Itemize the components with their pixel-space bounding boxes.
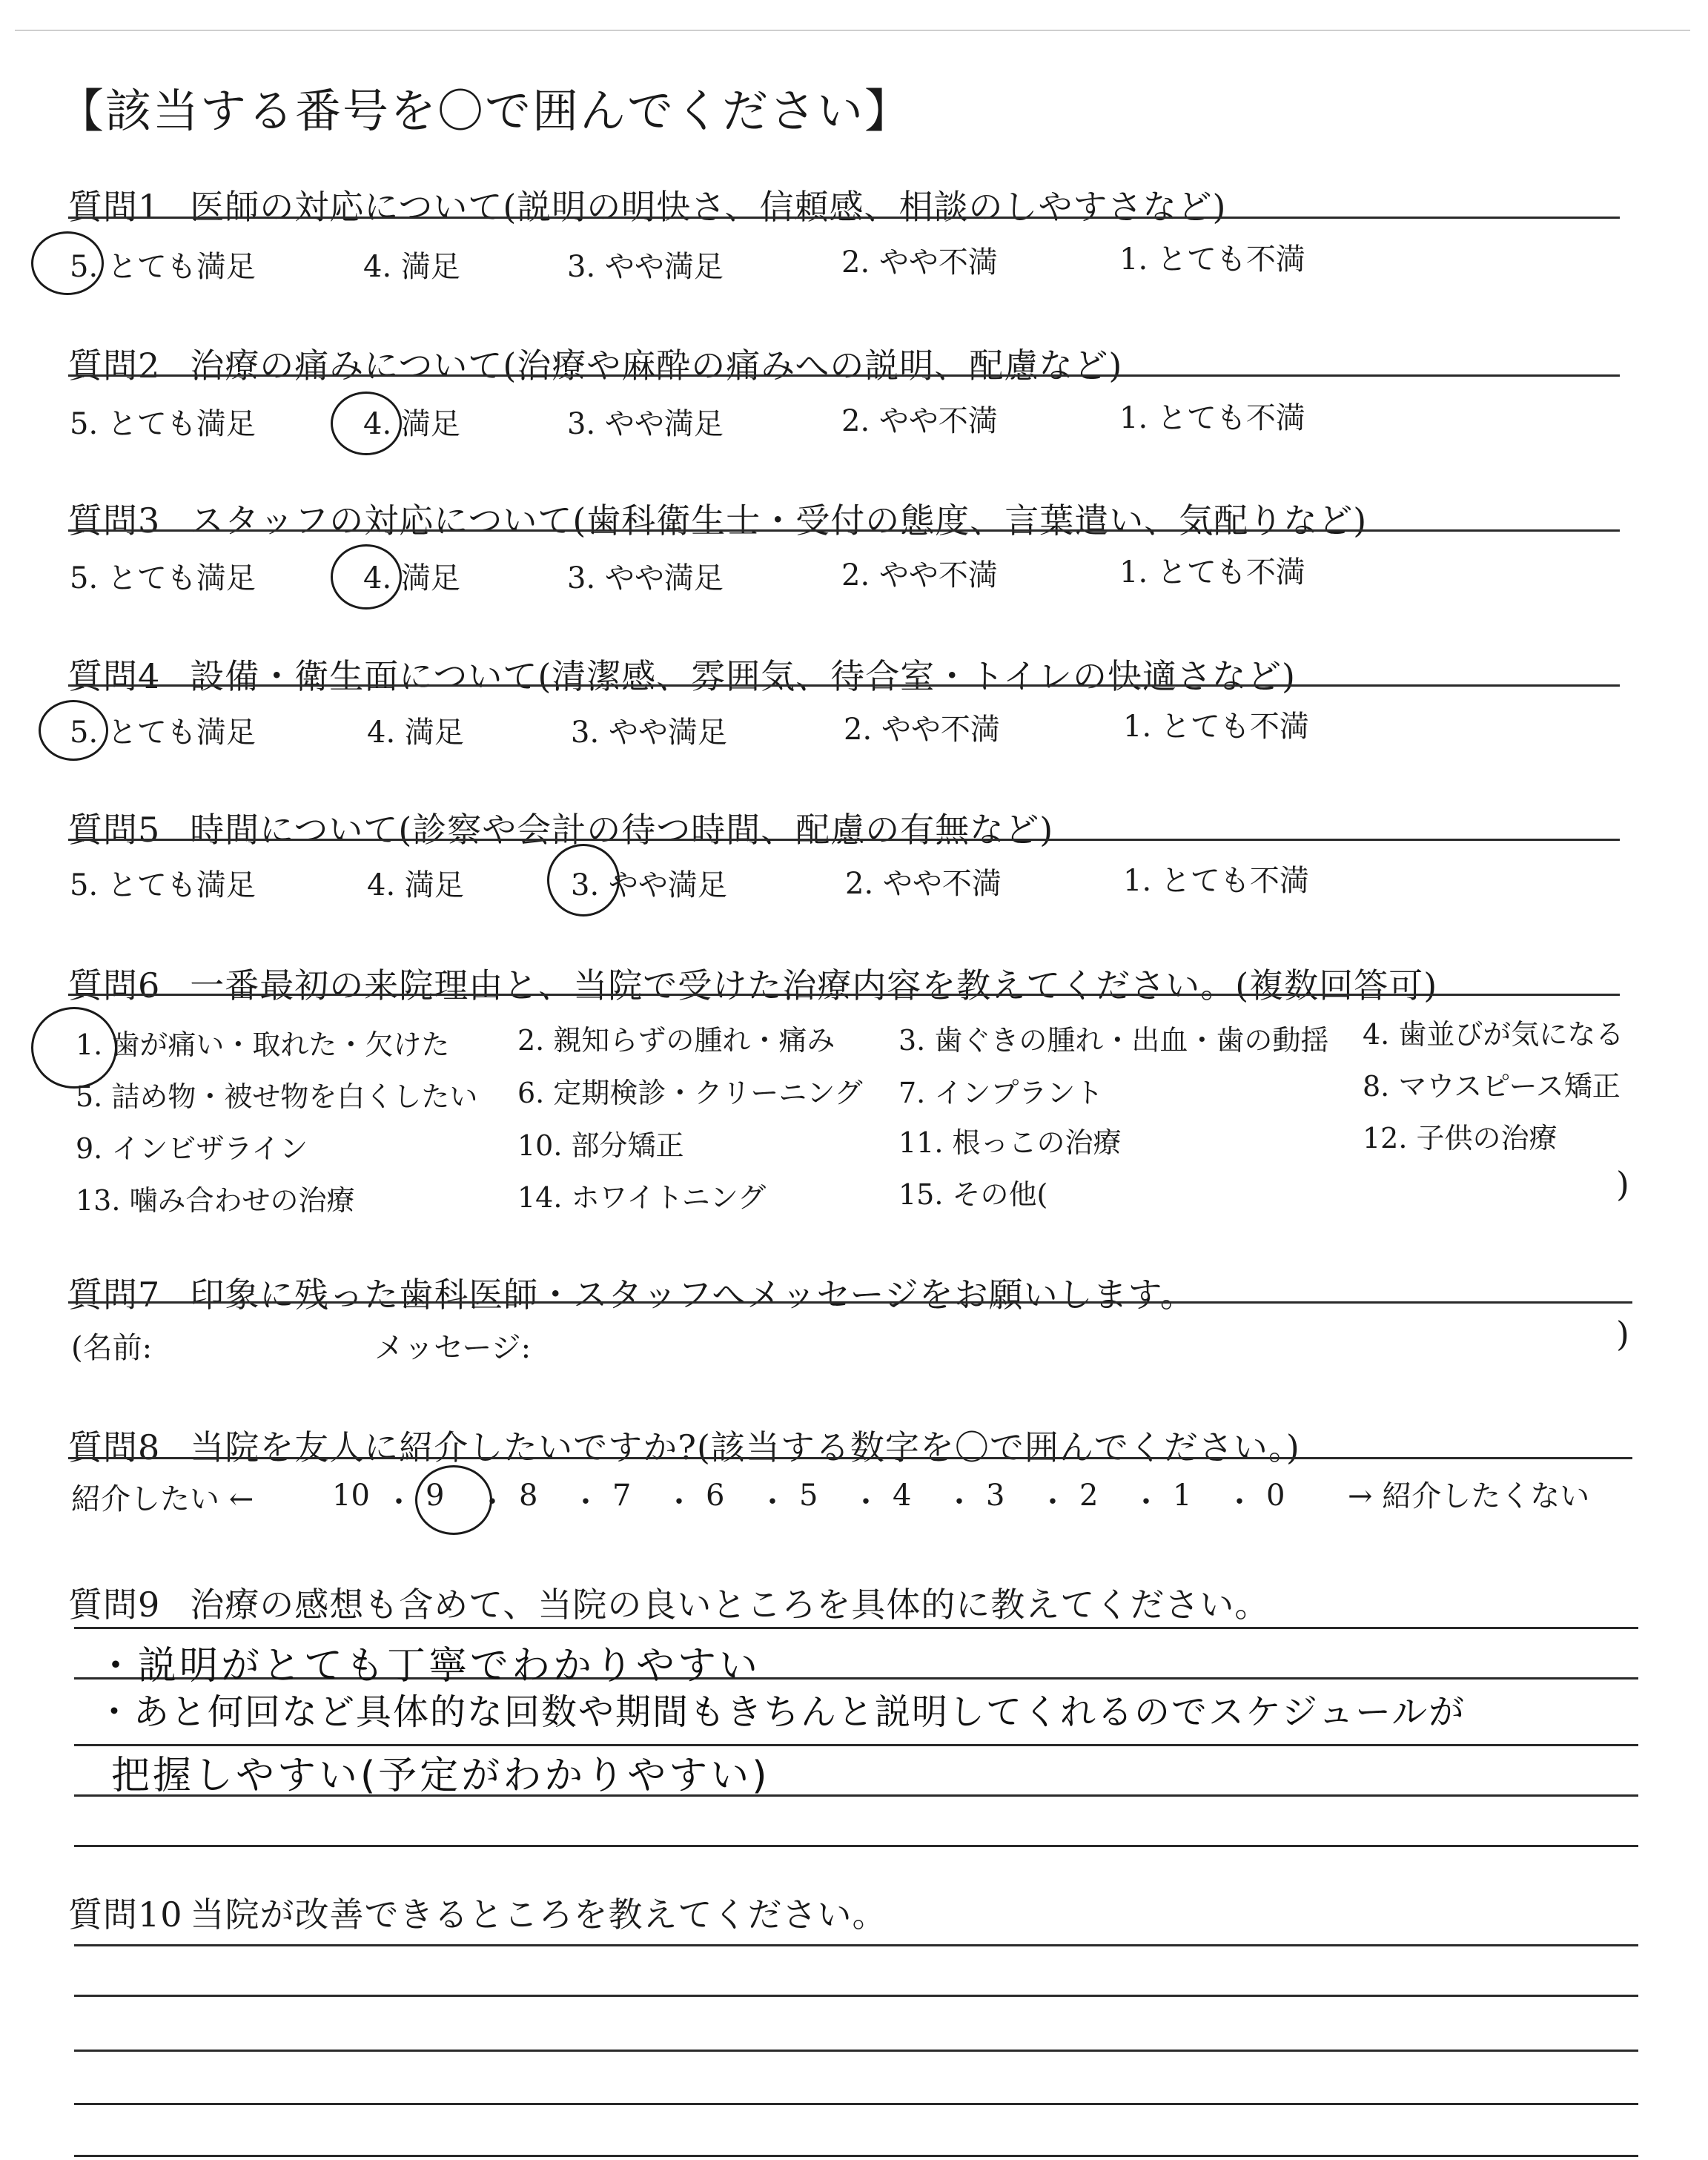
question-1-text: 医師の対応について(説明の明快さ、信頼感、相談のしやすさなど) [190, 187, 1227, 227]
q8-scale-separator: ・ [851, 1485, 881, 1519]
q6-option-6[interactable]: 6. 定期検診・クリーニング [517, 1077, 863, 1109]
q1-selection-circle [31, 231, 104, 295]
question-5-text: 時間について(診察や会計の待つ時間、配慮の有無など) [190, 810, 1054, 850]
q4-option-1[interactable]: 1. とても不満 [1123, 710, 1309, 744]
q9-answer-line-1 [74, 1627, 1638, 1629]
question-8-title [68, 1421, 1300, 1470]
q2-option-1[interactable]: 1. とても不満 [1119, 401, 1305, 435]
question-10-title [68, 1888, 887, 1937]
question-8-text: 当院を友人に紹介したいですか?(該当する数字を〇で囲んでください。) [190, 1427, 1300, 1467]
q8-selection-circle [415, 1465, 492, 1535]
q3-option-4[interactable]: 4. 満足 [363, 561, 460, 595]
question-3-title [68, 494, 1367, 543]
question-5-rule [68, 839, 1620, 841]
q6-option-11[interactable]: 11. 根っこの治療 [898, 1126, 1122, 1159]
q10-answer-line-5 [74, 2155, 1638, 2157]
scan-edge-line [15, 30, 1690, 31]
q10-answer-line-4 [74, 2103, 1638, 2105]
q5-option-3[interactable]: 3. やや満足 [571, 868, 727, 902]
q6-selection-circle [31, 1007, 117, 1089]
q8-scale-9[interactable]: 9 [426, 1479, 445, 1513]
question-2-title [68, 339, 1122, 388]
question-3-text: スタッフの対応について(歯科衛生士・受付の態度、言葉遣い、気配りなど) [190, 501, 1368, 541]
question-2-number: 質問2 [68, 346, 161, 386]
question-6-rule [68, 994, 1620, 996]
question-9-text: 治療の感想も含めて、当院の良いところを具体的に教えてください。 [190, 1585, 1270, 1625]
question-7-rule [68, 1301, 1632, 1304]
q6-option-7[interactable]: 7. インプラント [898, 1077, 1104, 1109]
question-3-rule [68, 529, 1620, 532]
q3-option-2[interactable]: 2. やや不満 [841, 558, 998, 592]
q1-option-1[interactable]: 1. とても不満 [1119, 242, 1305, 277]
q8-scale-5[interactable]: 5 [799, 1479, 818, 1513]
question-4-text: 設備・衛生面について(清潔感、雰囲気、待合室・トイレの快適さなど) [190, 656, 1296, 696]
q7-name-label: (名前: [71, 1331, 153, 1365]
q5-option-2[interactable]: 2. やや不満 [845, 867, 1002, 901]
q3-option-5[interactable]: 5. とても満足 [70, 561, 256, 595]
q8-scale-1[interactable]: 1 [1173, 1479, 1192, 1513]
question-8-rule [68, 1457, 1632, 1459]
q10-answer-line-3 [74, 2050, 1638, 2052]
question-2-text: 治療の痛みについて(治療や麻酔の痛みへの説明、配慮など) [190, 346, 1123, 386]
question-4-number: 質問4 [68, 656, 161, 696]
question-6-number: 質問6 [68, 965, 161, 1005]
q8-scale-separator: ・ [944, 1485, 974, 1519]
question-7-number: 質問7 [68, 1275, 161, 1315]
q8-scale-separator: ・ [1038, 1485, 1068, 1519]
q7-message-label: メッセージ: [374, 1331, 532, 1365]
q8-scale-10[interactable]: 10 [332, 1479, 370, 1513]
q8-left-label: 紹介したい ← [71, 1482, 254, 1516]
q7-close-paren: ) [1616, 1314, 1629, 1354]
q9-handwritten-line-2: ・あと何回など具体的な回数や期間もきちんと説明してくれるのでスケジュールが [96, 1691, 1466, 1733]
q2-option-5[interactable]: 5. とても満足 [70, 407, 256, 441]
q6-option-2[interactable]: 2. 親知らずの腫れ・痛み [517, 1024, 835, 1057]
question-9-number: 質問9 [68, 1585, 161, 1625]
q5-option-4[interactable]: 4. 満足 [367, 868, 464, 902]
q6-option-5[interactable]: 5. 詰め物・被せ物を白くしたい [76, 1080, 478, 1113]
q8-scale-separator: ・ [571, 1485, 600, 1519]
q8-scale-4[interactable]: 4 [893, 1479, 912, 1513]
q6-option-8[interactable]: 8. マウスピース矯正 [1363, 1070, 1621, 1103]
q3-option-3[interactable]: 3. やや満足 [567, 561, 724, 595]
question-10-number: 質問10 [68, 1895, 183, 1935]
q8-scale-separator: ・ [1131, 1485, 1161, 1519]
q1-option-4[interactable]: 4. 満足 [363, 250, 460, 284]
q6-option-14[interactable]: 14. ホワイトニング [517, 1181, 767, 1214]
q3-selection-circle [331, 544, 402, 610]
q5-option-1[interactable]: 1. とても不満 [1123, 864, 1309, 898]
q8-scale-0[interactable]: 0 [1266, 1479, 1285, 1513]
q9-handwritten-line-3: 把握しやすい(予定がわかりやすい) [111, 1754, 770, 1798]
q6-option-10[interactable]: 10. 部分矯正 [517, 1129, 684, 1162]
q10-answer-line-1 [74, 1944, 1638, 1946]
q8-scale-7[interactable]: 7 [612, 1479, 632, 1513]
question-1-rule [68, 217, 1620, 219]
q8-right-label: → 紹介したくない [1348, 1479, 1590, 1513]
q2-option-4[interactable]: 4. 満足 [363, 407, 460, 441]
q8-scale-separator: ・ [1225, 1485, 1254, 1519]
q6-option-15[interactable]: 15. その他( [898, 1178, 1048, 1211]
q2-selection-circle [331, 392, 402, 455]
question-10-text: 当院が改善できるところを教えてください。 [190, 1895, 887, 1935]
q8-scale-separator: ・ [758, 1485, 787, 1519]
question-5-number: 質問5 [68, 810, 161, 850]
q10-answer-line-2 [74, 1995, 1638, 1997]
q4-option-2[interactable]: 2. やや不満 [844, 713, 1000, 747]
q8-scale-3[interactable]: 3 [986, 1479, 1005, 1513]
q8-scale-8[interactable]: 8 [519, 1479, 538, 1513]
q4-selection-circle [39, 700, 108, 761]
q6-option-4[interactable]: 4. 歯並びが気になる [1363, 1018, 1624, 1051]
question-3-number: 質問3 [68, 501, 161, 541]
question-8-number: 質問8 [68, 1427, 161, 1467]
q1-option-5[interactable]: 5. とても満足 [70, 250, 256, 284]
question-7-title [68, 1268, 1195, 1317]
q4-option-3[interactable]: 3. やや満足 [571, 716, 727, 750]
q1-option-2[interactable]: 2. やや不満 [841, 245, 998, 280]
q2-option-2[interactable]: 2. やや不満 [841, 404, 998, 438]
question-4-rule [68, 684, 1620, 687]
q2-option-3[interactable]: 3. やや満足 [567, 407, 724, 441]
question-1-number: 質問1 [68, 187, 161, 227]
q8-scale-separator: ・ [384, 1485, 414, 1519]
q6-option-1[interactable]: 1. 歯が痛い・取れた・欠けた [76, 1028, 450, 1061]
q5-selection-circle [547, 844, 620, 916]
question-9-title [68, 1578, 1269, 1627]
question-6-text: 一番最初の来院理由と、当院で受けた治療内容を教えてください。(複数回答可) [190, 965, 1438, 1005]
q8-scale-2[interactable]: 2 [1079, 1479, 1099, 1513]
q6-option-9[interactable]: 9. インビザライン [76, 1132, 308, 1165]
q6-option-3[interactable]: 3. 歯ぐきの腫れ・出血・歯の動揺 [898, 1024, 1329, 1057]
question-4-title [68, 650, 1296, 698]
q9-handwritten-line-1: ・説明がとても丁寧でわかりやすい [96, 1644, 761, 1688]
q8-scale-separator: ・ [664, 1485, 694, 1519]
question-7-text: 印象に残った歯科医師・スタッフへメッセージをお願いします。 [190, 1275, 1195, 1315]
question-2-rule [68, 374, 1620, 377]
q6-option-12[interactable]: 12. 子供の治療 [1363, 1122, 1558, 1155]
q9-answer-line-5 [74, 1845, 1638, 1847]
q5-option-5[interactable]: 5. とても満足 [70, 868, 256, 902]
q1-option-3[interactable]: 3. やや満足 [567, 250, 724, 284]
question-5-title [68, 803, 1053, 852]
q4-option-4[interactable]: 4. 満足 [367, 716, 464, 750]
q6-other-close-paren: ) [1616, 1164, 1629, 1204]
q6-option-13[interactable]: 13. 噛み合わせの治療 [76, 1184, 355, 1217]
question-6-title [68, 959, 1437, 1008]
page-title: 【該当する番号を〇で囲んでください】 [58, 84, 913, 138]
q4-option-5[interactable]: 5. とても満足 [70, 716, 256, 750]
q3-option-1[interactable]: 1. とても不満 [1119, 555, 1305, 589]
q8-scale-6[interactable]: 6 [706, 1479, 725, 1513]
question-1-title [68, 180, 1226, 229]
q8-scale-separator: ・ [477, 1485, 507, 1519]
